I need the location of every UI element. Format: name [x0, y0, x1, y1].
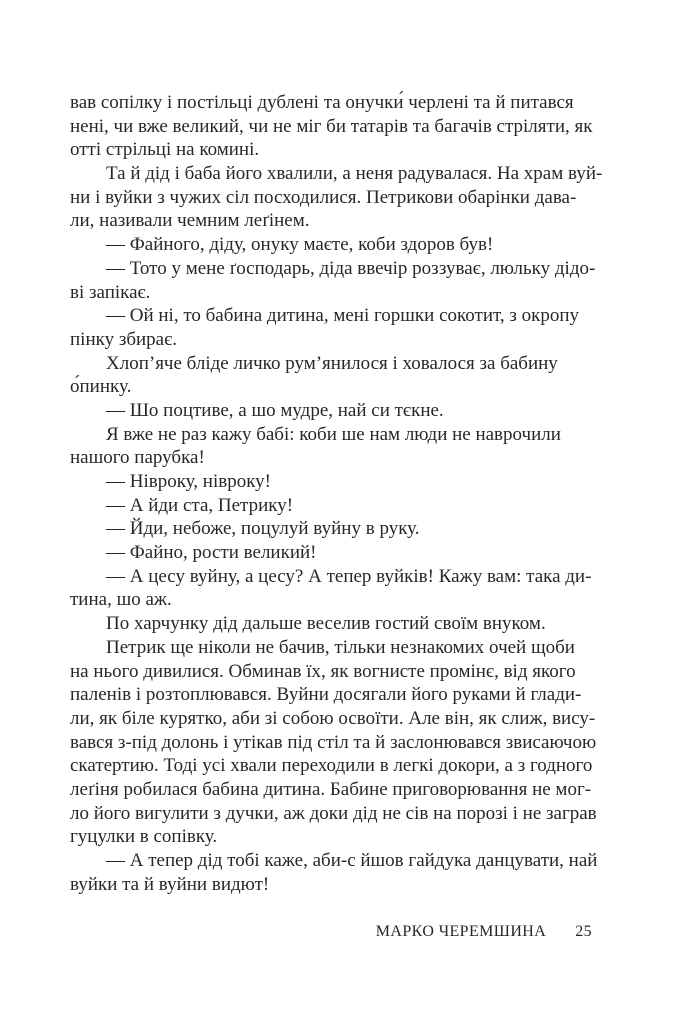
text-line: на нього дивилися. Обминав їх, як вогнисте промінє, від якого	[70, 660, 576, 682]
text-line: о́пинку.	[70, 376, 132, 398]
text-line: нені, чи вже великий, чи не міг би татарів та багачів стріляти, як	[70, 115, 593, 137]
paragraph	[70, 423, 622, 470]
text-line: Та й дід і баба його хвалили, а неня радувалася. На храм вуй-	[106, 163, 603, 185]
text-line: — Йди, небоже, поцулуй вуйну в руку.	[106, 518, 420, 540]
text-line: отті стрільці на комині.	[70, 139, 260, 161]
text-line: вався з-під долонь і утікав під стіл та й заслонювався звисаючою	[70, 731, 597, 753]
text-line: тина, шо аж.	[70, 589, 172, 611]
text-line: — Файного, діду, онуку маєте, коби здоров був!	[106, 234, 494, 256]
paragraph	[70, 91, 622, 162]
paragraph	[70, 162, 622, 233]
text-line: ли, як біле курятко, аби зі собою освоїти. Але він, як слиж, вису-	[70, 707, 596, 729]
paragraph	[70, 612, 622, 636]
text-line: гуцулки в сопівку.	[70, 826, 218, 848]
text-line: нашого парубка!	[70, 447, 205, 469]
paragraph	[70, 257, 622, 304]
text-line: По харчунку дід дальше веселив гостий своїм внуком.	[106, 613, 546, 635]
running-title: МАРКО ЧЕРЕМШИНА	[375, 923, 547, 940]
paragraph	[70, 636, 622, 849]
text-line: — Шо поцтиве, а шо мудре, най си тєкне.	[106, 399, 444, 421]
text-line: вав сопілку і постільці дублені та онучки́ черлені та й питався	[70, 92, 574, 113]
text-line: ві запікає.	[70, 281, 151, 303]
paragraph	[70, 494, 622, 518]
paragraph	[70, 541, 622, 565]
page-footer	[70, 923, 592, 941]
text-line: паленів і розтоплювався. Вуйни досягали його руками й глади-	[70, 684, 582, 706]
paragraph	[70, 352, 622, 399]
text-line: Петрик ще ніколи не бачив, тільки незнакомих очей щоби	[106, 636, 575, 658]
text-line: — Файно, рости великий!	[106, 542, 317, 564]
paragraph	[70, 849, 622, 896]
text-line: Я вже не раз кажу бабі: коби ше нам люди не наврочили	[106, 423, 561, 445]
text-line: леґіня робилася бабина дитина. Бабине приговорювання не мог-	[70, 778, 592, 800]
text-line: — Нівроку, нівроку!	[106, 471, 271, 492]
text-line: скатертию. Тоді усі хвали переходили в легкі докори, а з годного	[70, 755, 593, 777]
text-line: — Ой ні, то бабина дитина, мені горшки сокотит, з окропу	[106, 305, 580, 327]
text-line: ло його вигулити з дучки, аж доки дід не сів на порозі і не заграв	[70, 802, 597, 824]
paragraph	[70, 399, 622, 423]
paragraph	[70, 565, 622, 612]
paragraph	[70, 470, 622, 494]
text-line: — А тепер дід тобі каже, аби-с йшов гайдука данцувати, най	[106, 850, 598, 871]
paragraph	[70, 233, 622, 257]
text-line: — А йди ста, Петрику!	[106, 494, 294, 516]
paragraph	[70, 517, 622, 541]
page-text	[70, 91, 622, 896]
text-line: ли, називали чемним леґінем.	[70, 210, 310, 232]
text-line: Хлоп’яче бліде личко рум’янилося і ховалося за бабину	[106, 352, 558, 374]
text-line: ни і вуйки з чужих сіл посходилися. Петрикови обарінки дава-	[70, 186, 577, 208]
text-line: пінку збирає.	[70, 328, 178, 350]
text-line: — А цесу вуйну, а цесу? А тепер вуйків! Кажу вам: така ди-	[106, 565, 592, 587]
paragraph	[70, 304, 622, 351]
page-number: 25	[575, 923, 592, 940]
text-line: вуйки та й вуйни видют!	[70, 873, 270, 895]
text-line: — Тото у мене ґосподарь, діда ввечір роззуває, люльку дідо-	[106, 257, 596, 279]
